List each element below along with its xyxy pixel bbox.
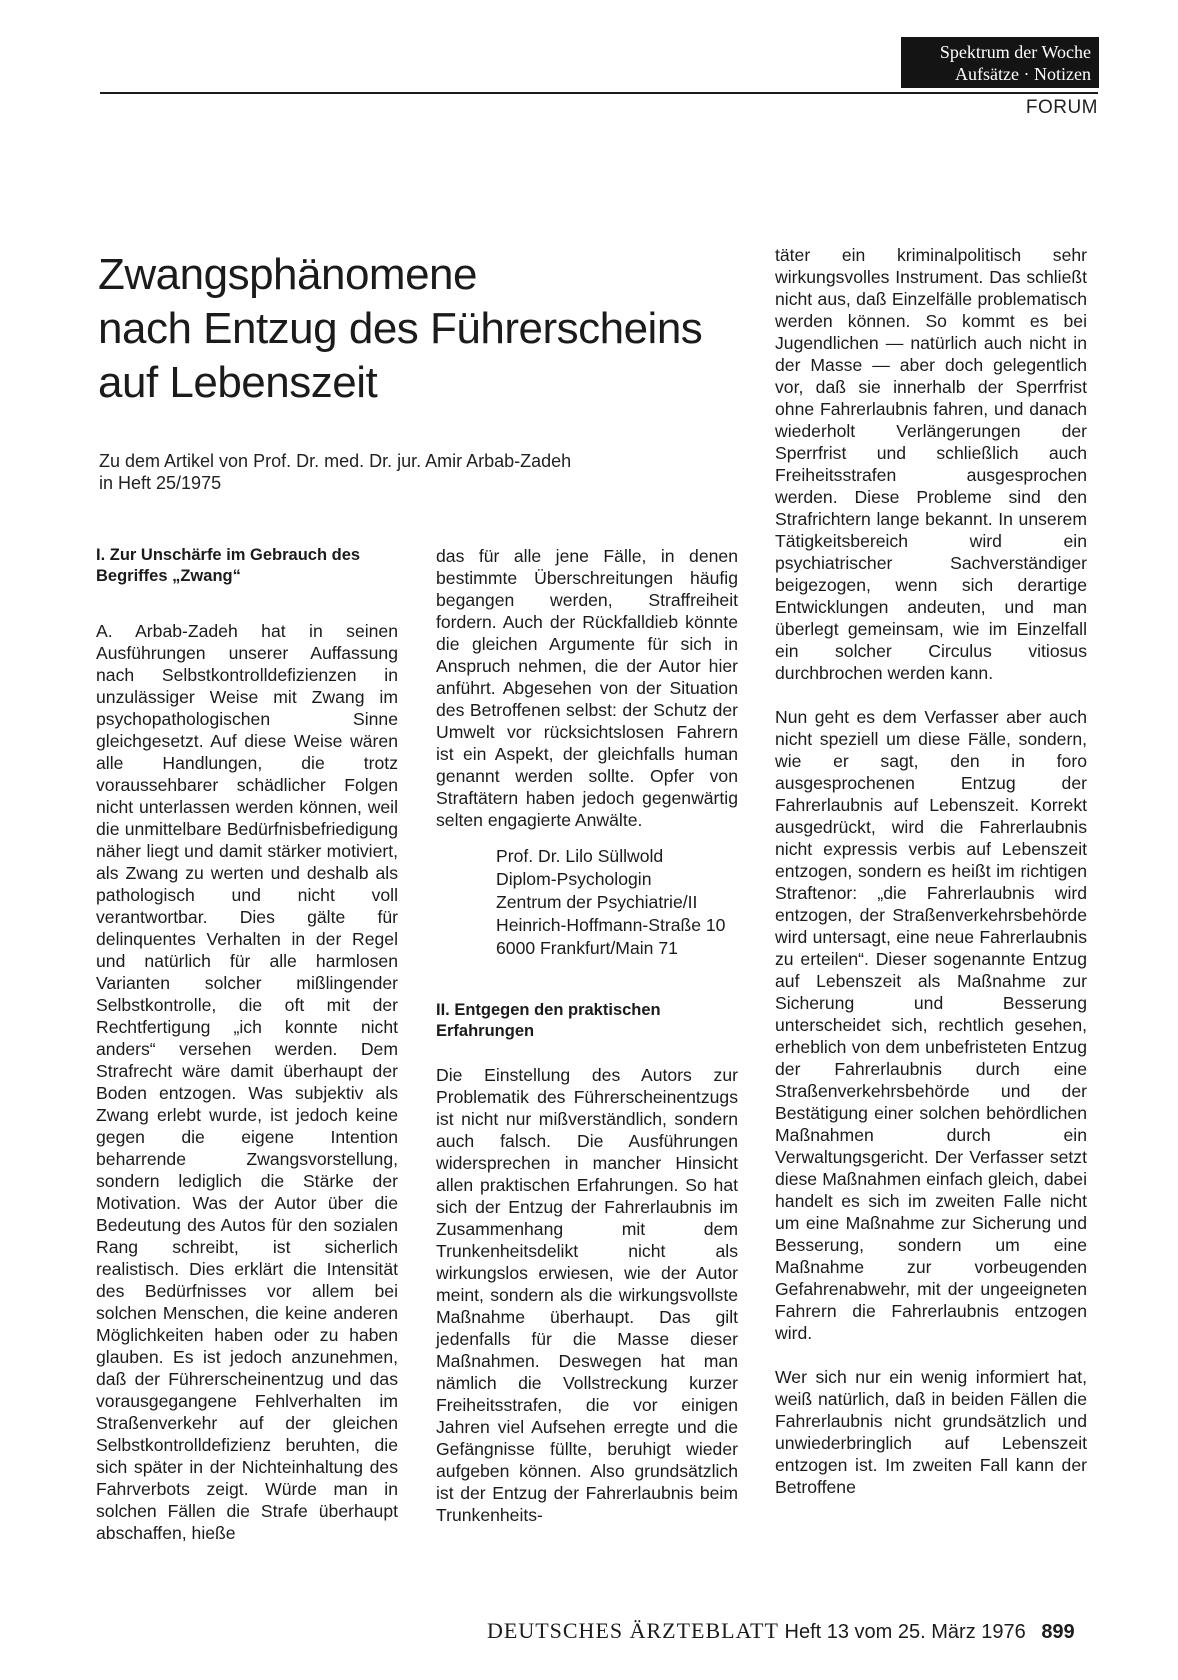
section-1-body-continued: das für alle jene Fälle, in denen bestimmte Überschreitungen häufig begangen werden, Straffreiheit fordern. Auch der Rückfalldieb könnte die gleichen Argumente für sich in Anspruch nehmen, die der Autor hier anführt. Abgesehen von der Situation des Betroffenen selbst: der Schutz der Umwelt vor rücksichtslosen Fahrern ist ein Aspekt, der gleichfalls human genannt werden sollte. Opfer von Straftätern haben jedoch gegenwärtig selten engagierte Anwälte. [436, 546, 738, 830]
subtitle-line: in Heft 25/1975 [99, 473, 222, 493]
section-1-heading: I. Zur Unschärfe im Gebrauch des Begriffes „Zwang“ [96, 546, 361, 585]
page-footer [487, 1618, 1075, 1644]
column-1 [96, 545, 398, 1544]
badge-line-2: Aufsätze · Notizen [955, 64, 1091, 84]
author-street: Heinrich-Hoffmann-Straße 10 [496, 915, 726, 935]
author-institution: Zentrum der Psychiatrie/II [496, 892, 698, 912]
article-title [98, 248, 738, 410]
section-badge [901, 37, 1099, 88]
paragraph: täter ein kriminalpolitisch sehr wirkungsvolles Instrument. Das schließt nicht aus, daß Einzelfälle problematisch werden können. So kommt es bei Jugendlichen — natürlich auch nicht in der Masse — aber doch gelegentlich vor, daß sie innerhalb der Sperrfrist ohne Fahrerlaubnis fahren, und danach wiederholt Verlängerungen der Sperrfrist und schließlich auch Freiheitsstrafen ausgesprochen werden. Diese Probleme sind den Strafrichtern lange bekannt. In unserem Tätigkeitsbereich wird ein psychiatrischer Sachverständiger beigezogen, wenn sich derartige Entwicklungen andeuten, und man überlegt gemeinsam, wie im Einzelfall ein solcher Circulus vitiosus durchbrochen werden kann. [775, 245, 1087, 683]
section-label: FORUM [1025, 97, 1098, 118]
title-line: Zwangsphänomene [98, 250, 477, 299]
author-signature [496, 845, 738, 960]
paragraph: Nun geht es dem Verfasser aber auch nicht speziell um diese Fälle, sondern, wie er sagt, den in foro ausgesprochenen Entzug der Fahrerlaubnis auf Lebenszeit. Korrekt ausgedrückt, wird die Fahrerlaubnis nicht expressis verbis auf Lebenszeit entzogen, sondern es heißt im richtigen Straftenor: „die Fahrerlaubnis wird entzogen, der Straßenverkehrsbehörde wird untersagt, eine neue Fahrerlaubnis zu erteilen“. Dieser sogenannte Entzug auf Lebenszeit als Maßnahme zur Sicherung und Besserung unterscheidet sich, rechtlich gesehen, erheblich von dem unbefristeten Entzug der Fahrerlaubnis durch eine Straßenverkehrsbehörde und der Bestätigung einer solchen behördlichen Maßnahmen durch ein Verwaltungsgericht. Der Verfasser setzt diese Maßnahmen einfach gleich, dabei handelt es sich im zweiten Falle nicht um eine Maßnahme zur Sicherung und Besserung, sondern um eine Maßnahme zur vorbeugenden Gefahrenabwehr, mit der ungeeigneten Fahrern die Fahrerlaubnis entzogen wird. [775, 707, 1087, 1343]
section-1-body: A. Arbab-Zadeh hat in seinen Ausführungen unserer Auffassung nach Selbstkontrolldefizienzen in unzulässiger Weise mit Zwang im psychopathologischen Sinne gleichgesetzt. Auf diese Weise wären alle Handlungen, die trotz voraussehbarer schädlicher Folgen nicht unterlassen werden können, weil die unmittelbare Bedürfnisbefriedigung näher liegt und damit stärker motiviert, als Zwang zu werten und deshalb als pathologisch und nicht voll verantwortbar. Dies gälte für delinquentes Verhalten in der Regel und natürlich für alle harmlosen Varianten solcher mißlingender Selbstkontrolle, die oft mit der Rechtfertigung „ich konnte nicht anders“ versehen werden. Dem Strafrecht wäre damit überhaupt der Boden entzogen. Was subjektiv als Zwang erlebt wurde, ist jedoch keine gegen die eigene Intention beharrende Zwangsvorstellung, sondern lediglich die Stärke der Motivation. Was der Autor über die Bedeutung des Autos für den sozialen Rang schreibt, ist sicherlich realistisch. Dies erklärt die Intensität des Bedürfnisses vor allem bei solchen Menschen, die keine anderen Möglichkeiten haben oder zu haben glauben. Es ist jedoch anzunehmen, daß der Führerscheinentzug und das vorausgegangene Fehlverhalten im Straßenverkehr auf der gleichen Selbstkontrolldefizienz beruhten, die sich später in der Nichteinhaltung des Fahrverbots zeigt. Würde man in solchen Fällen die Strafe überhaupt abschaffen, hieße [96, 621, 398, 1543]
author-name: Prof. Dr. Lilo Süllwold [496, 846, 664, 866]
badge-line-1: Spektrum der Woche [939, 42, 1091, 62]
paragraph: Wer sich nur ein wenig informiert hat, weiß natürlich, daß in beiden Fällen die Fahrerlaubnis nicht grundsätzlich und unwiederbringlich auf Lebenszeit entzogen ist. Im zweiten Fall kann der Betroffene [775, 1367, 1087, 1497]
author-city: 6000 Frankfurt/Main 71 [496, 938, 678, 958]
header-rule [100, 92, 1098, 94]
title-line: nach Entzug des Führerscheins [98, 304, 703, 353]
author-title: Diplom-Psychologin [496, 869, 652, 889]
column-3 [775, 244, 1087, 1498]
section-2-heading: II. Entgegen den praktischen Erfahrungen [436, 1001, 661, 1040]
title-line: auf Lebenszeit [98, 358, 378, 407]
page-number: 899 [1041, 1621, 1075, 1643]
column-2 [436, 545, 738, 1526]
subtitle-line: Zu dem Artikel von Prof. Dr. med. Dr. jur. Amir Arbab-Zadeh [99, 451, 572, 471]
issue-info: Heft 13 vom 25. März 1976 [784, 1621, 1026, 1643]
journal-name: DEUTSCHES ÄRZTEBLATT [487, 1618, 779, 1643]
section-2-body: Die Einstellung des Autors zur Problematik des Führerscheinentzugs ist nicht nur mißverständlich, sondern auch falsch. Die Ausführungen widersprechen in mancher Hinsicht allen praktischen Erfahrungen. So hat sich der Entzug der Fahrerlaubnis im Zusammenhang mit dem Trunkenheitsdelikt nicht als wirkungslos erwiesen, wie der Autor meint, sondern als die wirkungsvollste Maßnahme überhaupt. Das gilt jedenfalls für die Masse dieser Maßnahmen. Deswegen hat man nämlich die Vollstreckung kurzer Freiheitsstrafen, die vor einigen Jahren viel Aufsehen erregte und die Gefängnisse füllte, beruhigt wieder aufgeben können. Also grundsätzlich ist der Entzug der Fahrerlaubnis beim Trunkenheits- [436, 1065, 738, 1525]
article-subtitle [99, 450, 739, 494]
